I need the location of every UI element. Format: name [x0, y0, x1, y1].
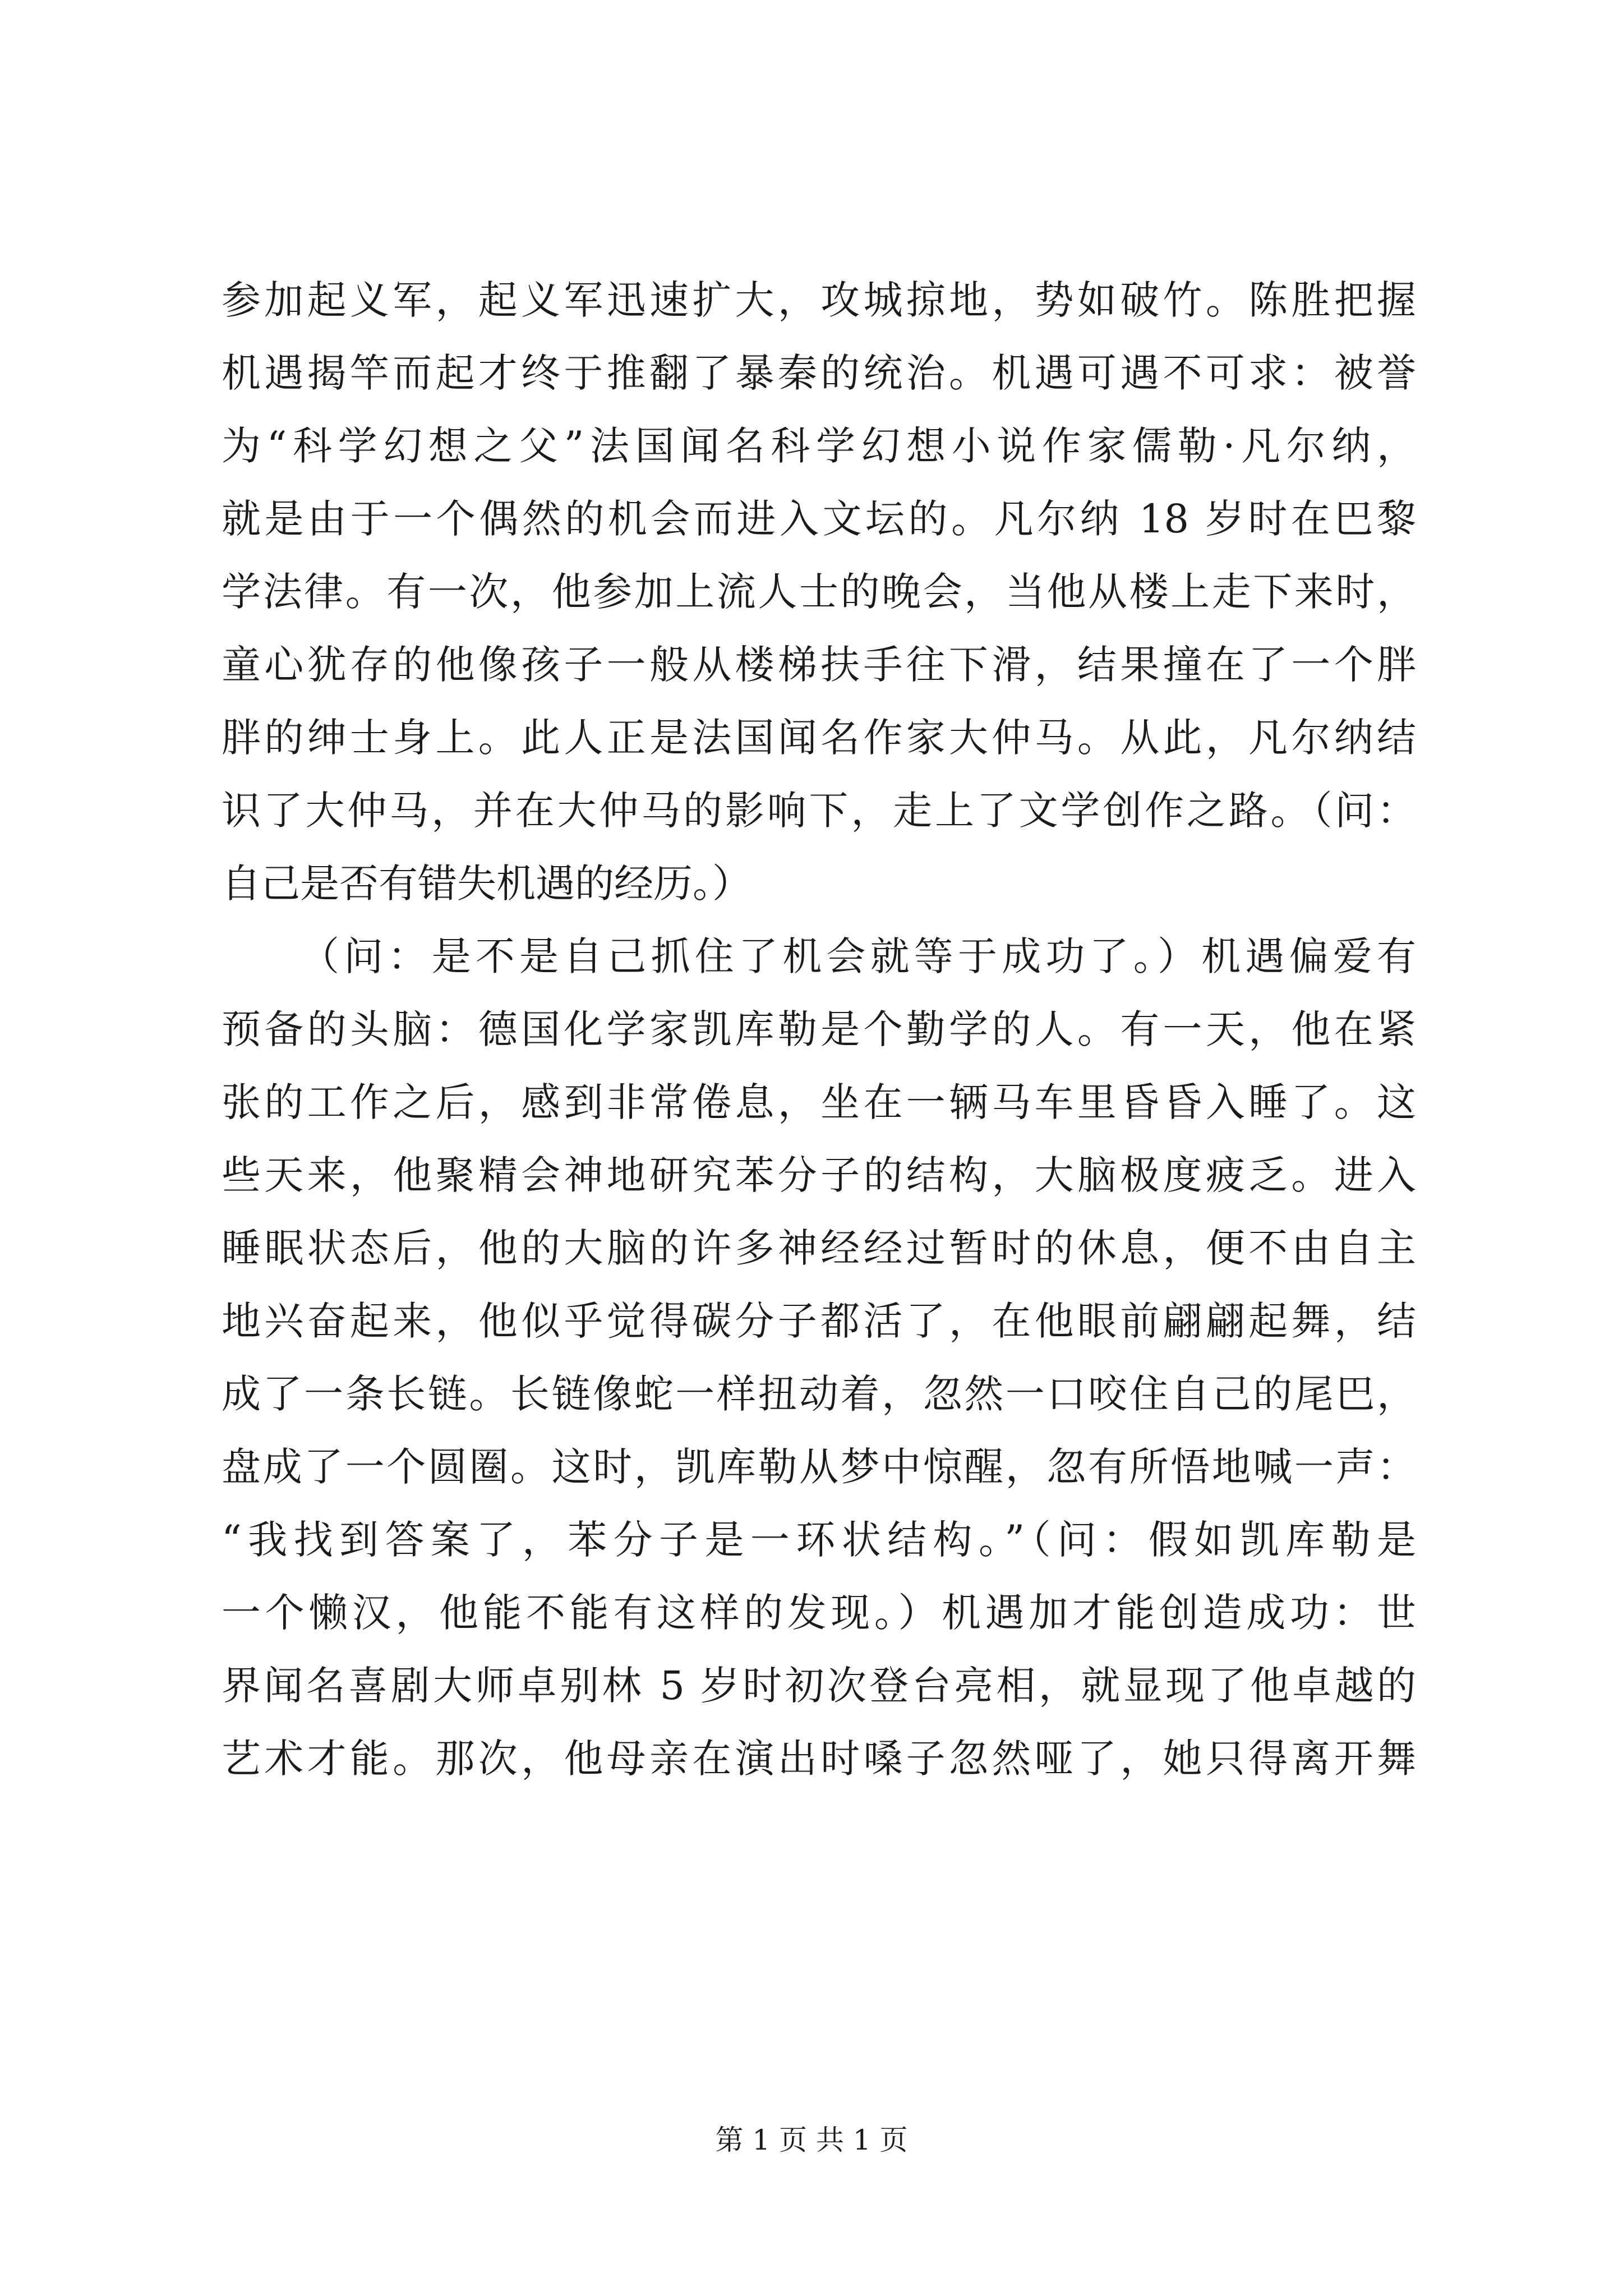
text-line: 些天来，他聚精会神地研究苯分子的结构，大脑极度疲乏。进入: [222, 1152, 1416, 1198]
text-line: 机遇揭竿而起才终于推翻了暴秦的统治。机遇可遇不可求：被誉: [222, 350, 1416, 396]
body-text: [222, 264, 1416, 1795]
text-line: 童心犹存的他像孩子一般从楼梯扶手往下滑，结果撞在了一个胖: [222, 642, 1416, 688]
text-line: 参加起义军，起义军迅速扩大，攻城掠地，势如破竹。陈胜把握: [222, 277, 1416, 323]
text-line: 一个懒汉，他能不能有这样的发现。）机遇加才能创造成功：世: [222, 1590, 1416, 1636]
text-line: “我找到答案了，苯分子是一环状结构。”（问：假如凯库勒是: [222, 1517, 1416, 1563]
text-line: 成了一条长链。长链像蛇一样扭动着，忽然一口咬住自己的尾巴，: [222, 1371, 1416, 1417]
text-line: 识了大仲马，并在大仲马的影响下，走上了文学创作之路。（问：: [222, 788, 1416, 834]
text-line: 学法律。有一次，他参加上流人士的晚会，当他从楼上走下来时，: [222, 569, 1416, 615]
text-line: （问：是不是自己抓住了机会就等于成功了。）机遇偏爱有: [300, 933, 1416, 979]
text-line: 胖的绅士身上。此人正是法国闻名作家大仲马。从此，凡尔纳结: [222, 715, 1416, 761]
page-footer: 第 1 页 共 1 页: [715, 2124, 908, 2156]
text-line: 就是由于一个偶然的机会而进入文坛的。凡尔纳 18 岁时在巴黎: [222, 496, 1416, 542]
text-line: 自己是否有错失机遇的经历。）: [222, 861, 751, 907]
text-line: 界闻名喜剧大师卓别林 5 岁时初次登台亮相，就显现了他卓越的: [222, 1663, 1416, 1709]
text-line: 预备的头脑：德国化学家凯库勒是个勤学的人。有一天，他在紧: [222, 1006, 1416, 1052]
text-line: 张的工作之后，感到非常倦息，坐在一辆马车里昏昏入睡了。这: [222, 1079, 1416, 1125]
text-line: 地兴奋起来，他似乎觉得碳分子都活了，在他眼前翩翩起舞，结: [222, 1298, 1416, 1344]
text-line: 为“科学幻想之父”法国闻名科学幻想小说作家儒勒·凡尔纳，: [222, 423, 1416, 469]
text-line: 艺术才能。那次，他母亲在演出时嗓子忽然哑了，她只得离开舞: [222, 1736, 1416, 1782]
text-line: 睡眠状态后，他的大脑的许多神经经过暂时的休息，便不由自主: [222, 1225, 1416, 1271]
text-line: 盘成了一个圆圈。这时，凯库勒从梦中惊醒，忽有所悟地喊一声：: [222, 1444, 1416, 1490]
